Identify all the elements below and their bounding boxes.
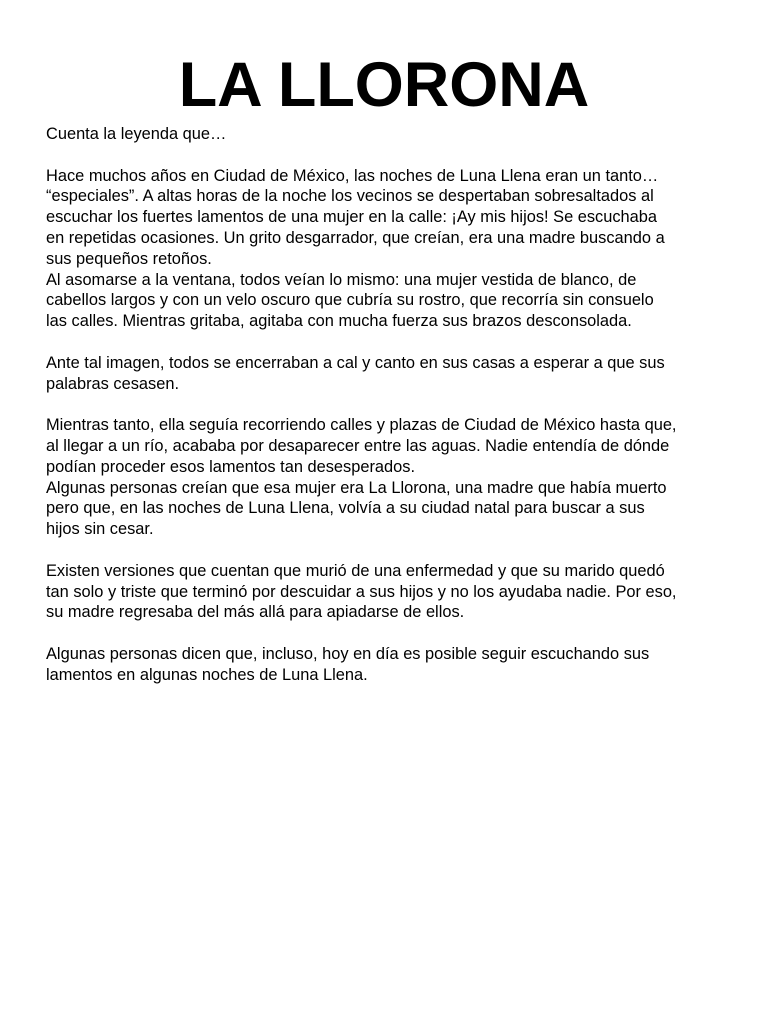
paragraph-line: cabellos largos y con un velo oscuro que cubría su rostro, que recorría sin consuelo (46, 291, 654, 310)
paragraph-line: tan solo y triste que terminó por descuidar a sus hijos y no los ayudaba nadie. Por eso, (46, 582, 677, 601)
paragraph-line: las calles. Mientras gritaba, agitaba con mucha fuerza sus brazos desconsolada. (46, 312, 632, 331)
paragraph-river (46, 415, 736, 540)
paragraph-line: Al asomarse a la ventana, todos veían lo mismo: una mujer vestida de blanco, de (46, 270, 637, 289)
paragraph-gap (46, 332, 736, 353)
paragraph-neighbors (46, 353, 736, 395)
paragraph-line: Algunas personas creían que esa mujer era La Llorona, una madre que había muerto (46, 478, 667, 497)
paragraph-gap (46, 394, 736, 415)
document-body (46, 124, 736, 686)
paragraph-gap (46, 623, 736, 644)
paragraph-line: al llegar a un río, acababa por desaparecer entre las aguas. Nadie entendía de dónde (46, 436, 670, 455)
paragraph-line: palabras cesasen. (46, 374, 180, 393)
paragraph-line: pero que, en las noches de Luna Llena, volvía a su ciudad natal para buscar a sus (46, 499, 645, 518)
paragraph-line: sus pequeños retoños. (46, 249, 212, 268)
paragraph-line: escuchar los fuertes lamentos de una mujer en la calle: ¡Ay mis hijos! Se escuchaba (46, 208, 658, 227)
paragraph-line: podían proceder esos lamentos tan desesperados. (46, 457, 416, 476)
paragraph-line: Hace muchos años en Ciudad de México, las noches de Luna Llena eran un tanto… (46, 166, 659, 185)
paragraph-story-opening (46, 166, 736, 332)
paragraph-line: “especiales”. A altas horas de la noche los vecinos se despertaban sobresaltados al (46, 187, 654, 206)
paragraph-line: Cuenta la leyenda que… (46, 125, 227, 143)
paragraph-line: Existen versiones que cuentan que murió de una enfermedad y que su marido quedó (46, 561, 665, 580)
paragraph-line: hijos sin cesar. (46, 520, 154, 539)
paragraph-gap (46, 540, 736, 561)
paragraph-line: Ante tal imagen, todos se encerraban a cal y canto en sus casas a esperar a que sus (46, 353, 665, 372)
paragraph-line: lamentos en algunas noches de Luna Llena. (46, 665, 368, 684)
paragraph-gap (46, 145, 736, 166)
paragraph-line: Algunas personas dicen que, incluso, hoy en día es posible seguir escuchando sus (46, 644, 650, 663)
paragraph-intro (46, 124, 736, 145)
paragraph-line: en repetidas ocasiones. Un grito desgarrador, que creían, era una madre buscando a (46, 228, 665, 247)
paragraph-versions (46, 561, 736, 623)
paragraph-closing (46, 644, 736, 686)
paragraph-line: su madre regresaba del más allá para apiadarse de ellos. (46, 603, 465, 622)
paragraph-line: Mientras tanto, ella seguía recorriendo calles y plazas de Ciudad de México hasta que, (46, 416, 677, 435)
document-title: LA LLORONA (178, 50, 590, 120)
